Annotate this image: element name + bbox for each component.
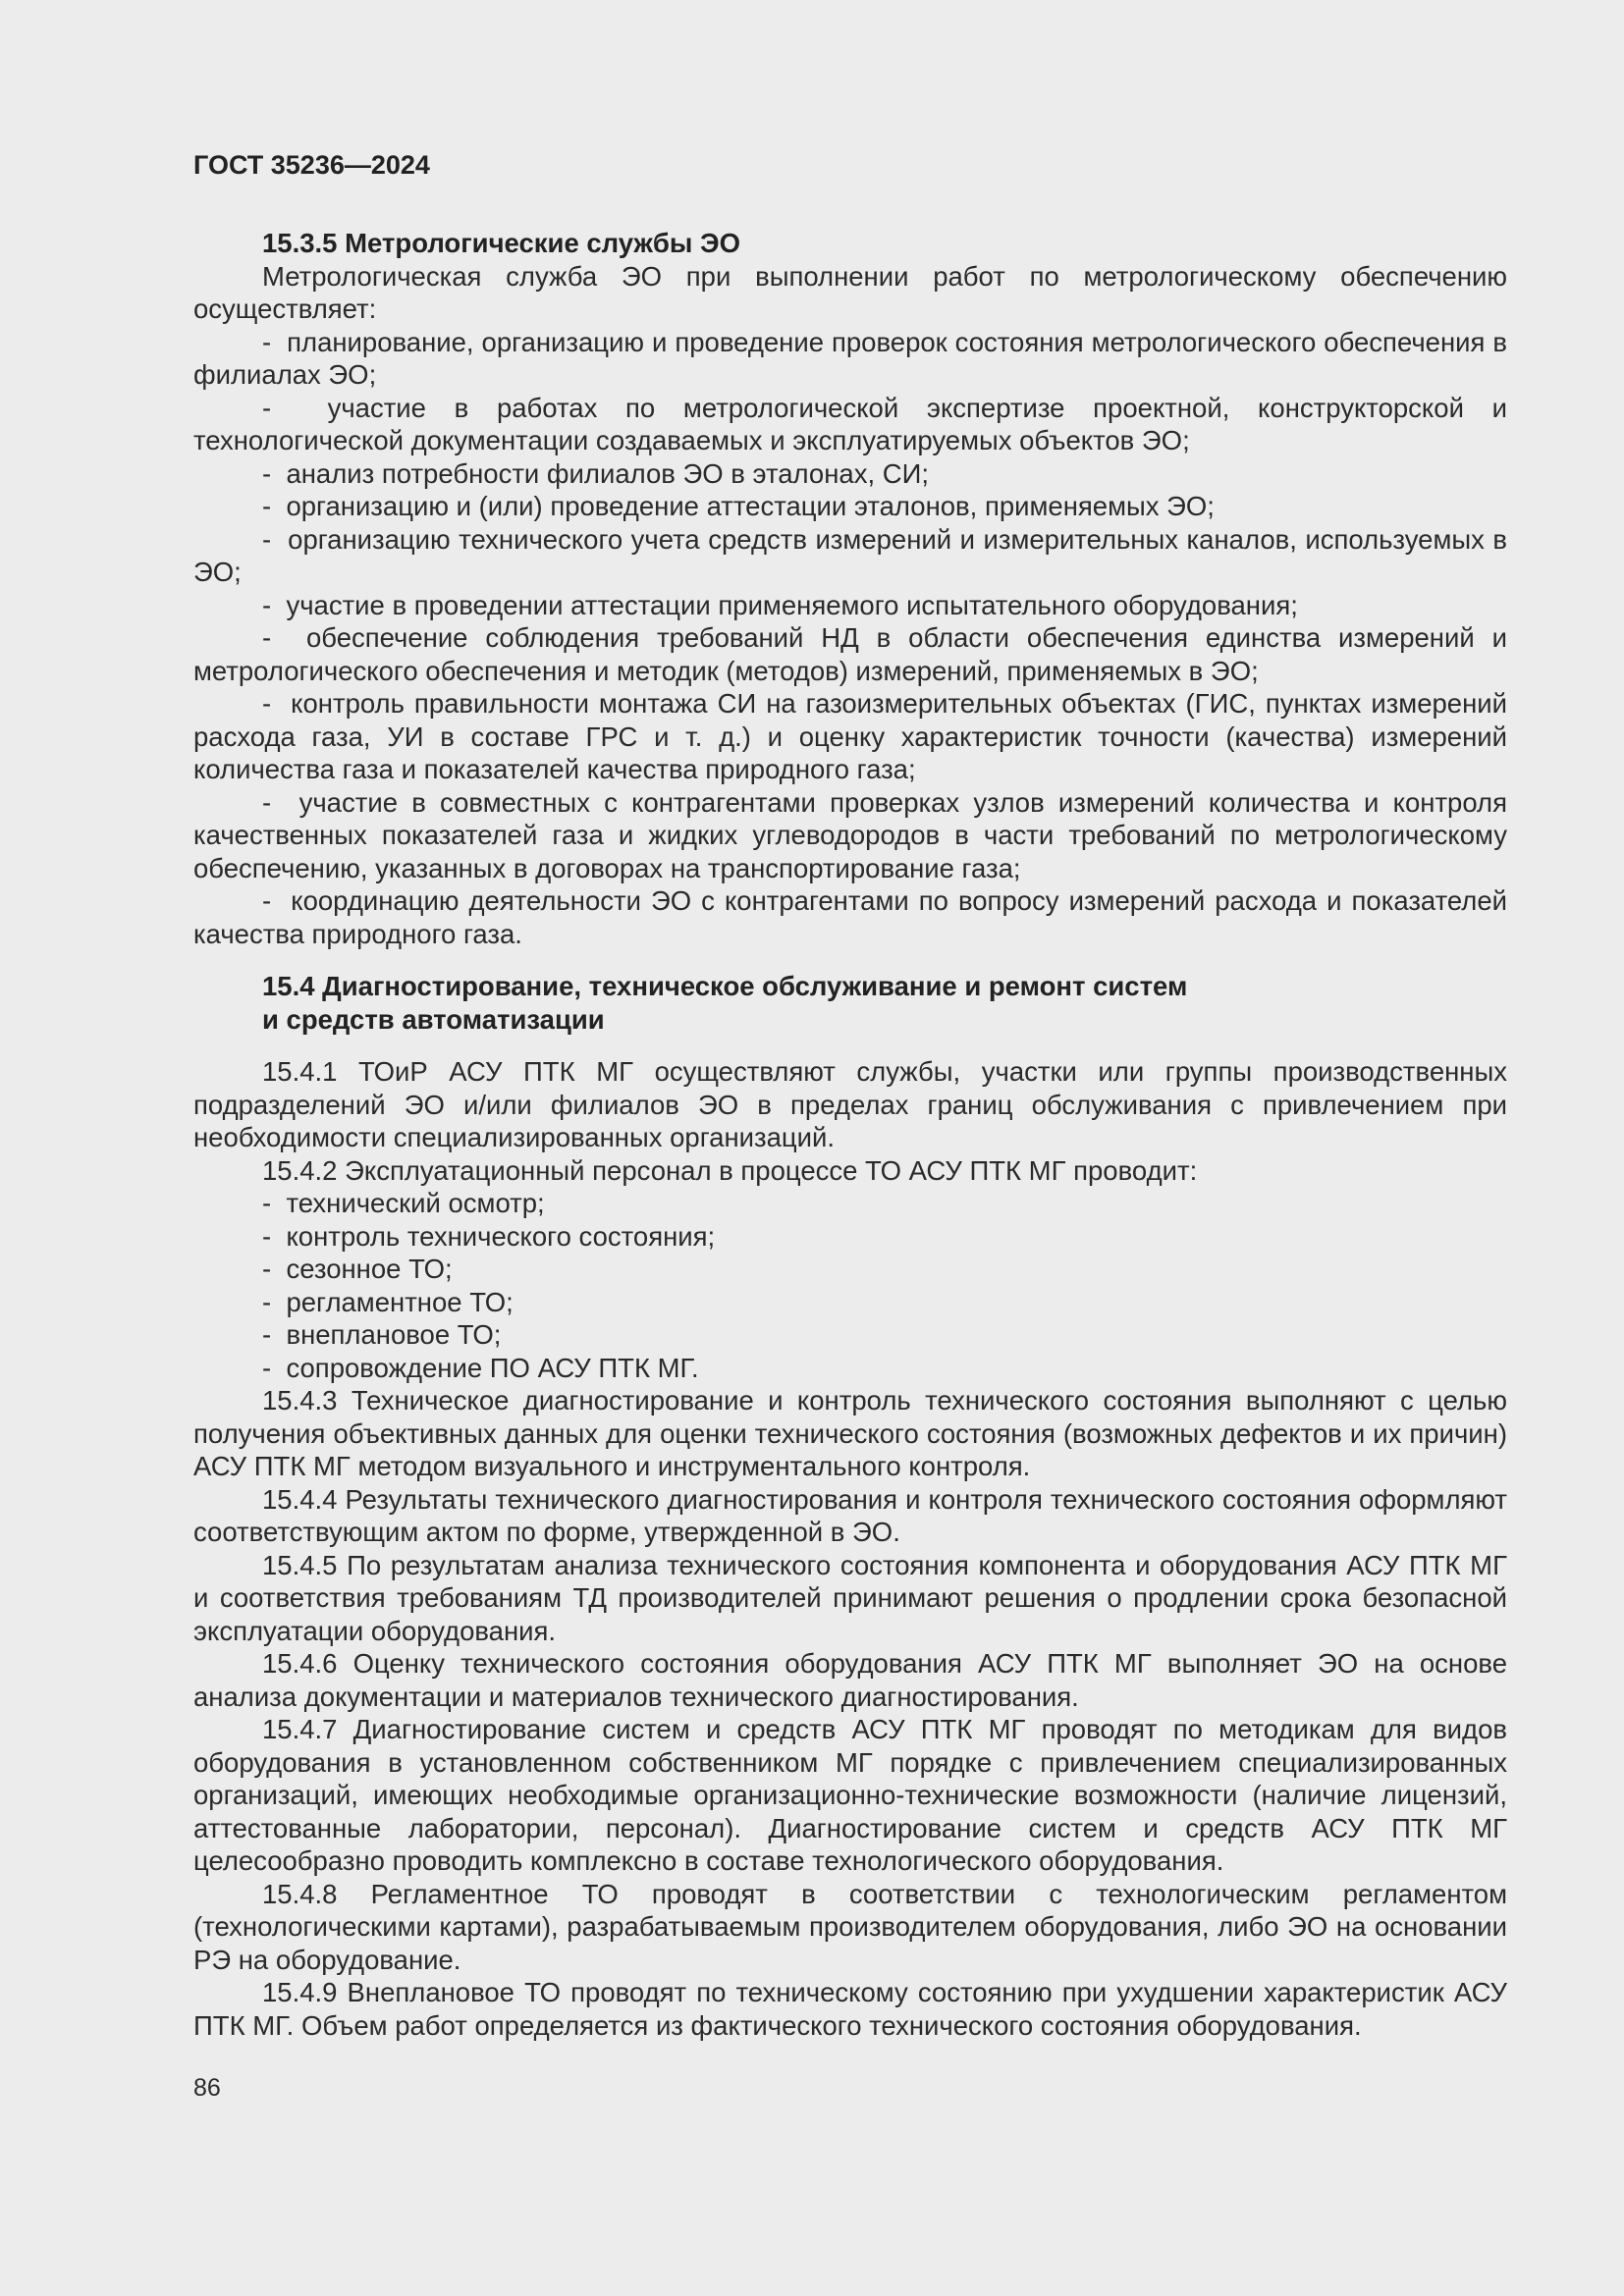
list-item: - обеспечение соблюдения требований НД в области обеспечения единства измерений и метрологического обеспечения и методик (методов) измерений, применяемых в ЭО;	[193, 621, 1507, 687]
list-item: - планирование, организацию и проведение проверок состояния метрологического обеспечения в филиалах ЭО;	[193, 326, 1507, 392]
document-code-header: ГОСТ 35236—2024	[193, 150, 430, 180]
list-item: - сопровождение ПО АСУ ПТК МГ.	[193, 1352, 1507, 1385]
paragraph-15-4-1: 15.4.1 ТОиР АСУ ПТК МГ осуществляют службы, участки или группы производственных подразделений ЭО и/или филиалов ЭО в пределах границ обслуживания с привлечением при необходимости специализированных организаций.	[193, 1056, 1507, 1152]
list-item: - организацию технического учета средств измерений и измерительных каналов, используемых в ЭО;	[193, 523, 1507, 589]
list-item: - участие в работах по метрологической экспертизе проектной, конструкторской и технологической документации создаваемых и эксплуатируемых объектов ЭО;	[193, 392, 1507, 457]
list-item: - контроль технического состояния;	[193, 1220, 1507, 1254]
list-item: - анализ потребности филиалов ЭО в эталонах, СИ;	[193, 457, 1507, 491]
paragraph-15-4-7: 15.4.7 Диагностирование систем и средств АСУ ПТК МГ проводят по методикам для видов оборудования в установленном собственником МГ порядке с привлечением специализированных организаций, имеющих необходимые организационно-технические возможности (наличие лицензий, аттестованные лаборатории, персонал). Диагностирование систем и средств АСУ ПТК МГ целесообразно проводить комплексно в составе технологического оборудования.	[193, 1714, 1507, 1876]
paragraph-15-4-4: 15.4.4 Результаты технического диагностирования и контроля технического состояния оформляют соответствующим актом по форме, утвержденной в ЭО.	[193, 1483, 1507, 1547]
section-heading-15-4	[193, 970, 1507, 1036]
list-item: - сезонное ТО;	[193, 1253, 1507, 1286]
list-item: - контроль правильности монтажа СИ на газоизмерительных объектах (ГИС, пунктах измерений расхода газа, УИ в составе ГРС и т. д.) и оценку характеристик точности (качества) измерений количества газа и показателей качества природного газа;	[193, 687, 1507, 786]
paragraph-15-4-8: 15.4.8 Регламентное ТО проводят в соответствии с технологическим регламентом (технологическими картами), разрабатываемым производителем оборудования, либо ЭО на основании РЭ на оборудование.	[193, 1878, 1507, 1975]
list-item: - координацию деятельности ЭО с контрагентами по вопросу измерений расхода и показателей качества природного газа.	[193, 884, 1507, 950]
section-heading-line: 15.4 Диагностирование, техническое обслуживание и ремонт систем	[262, 971, 1188, 1001]
paragraph-15-4-9: 15.4.9 Внеплановое ТО проводят по техническому состоянию при ухудшении характеристик АСУ ПТК МГ. Объем работ определяется из фактического технического состояния оборудования.	[193, 1977, 1507, 2041]
list-item: - участие в совместных с контрагентами проверках узлов измерений количества и контроля качественных показателей газа и жидких углеводородов в части требований по метрологическому обеспечению, указанных в договорах на транспортирование газа;	[193, 786, 1507, 885]
section-intro: Метрологическая служба ЭО при выполнении работ по метрологическому обеспечению осуществляет:	[193, 260, 1507, 324]
section-heading-15-3-5: 15.3.5 Метрологические службы ЭО	[262, 228, 740, 258]
page-number: 86	[193, 2074, 221, 2102]
section-heading-line: и средств автоматизации	[262, 1003, 605, 1035]
document-body	[193, 227, 1507, 2042]
paragraph-15-4-6: 15.4.6 Оценку технического состояния оборудования АСУ ПТК МГ выполняет ЭО на основе анализа документации и материалов технического диагностирования.	[193, 1648, 1507, 1712]
list-item: - технический осмотр;	[193, 1187, 1507, 1220]
paragraph-15-4-5: 15.4.5 По результатам анализа технического состояния компонента и оборудования АСУ ПТК МГ и соответствия требованиям ТД производителей принимают решения о продлении срока безопасной эксплуатации оборудования.	[193, 1549, 1507, 1646]
list-item: - организацию и (или) проведение аттестации эталонов, применяемых ЭО;	[193, 490, 1507, 523]
paragraph-15-4-2: 15.4.2 Эксплуатационный персонал в процессе ТО АСУ ПТК МГ проводит:	[262, 1154, 1198, 1186]
list-item: - внеплановое ТО;	[193, 1318, 1507, 1352]
paragraph-15-4-3: 15.4.3 Техническое диагностирование и контроль технического состояния выполняют с целью получения объективных данных для оценки технического состояния (возможных дефектов и их причин) АСУ ПТК МГ методом визуального и инструментального контроля.	[193, 1385, 1507, 1481]
list-item: - участие в проведении аттестации применяемого испытательного оборудования;	[193, 589, 1507, 622]
list-item: - регламентное ТО;	[193, 1286, 1507, 1319]
